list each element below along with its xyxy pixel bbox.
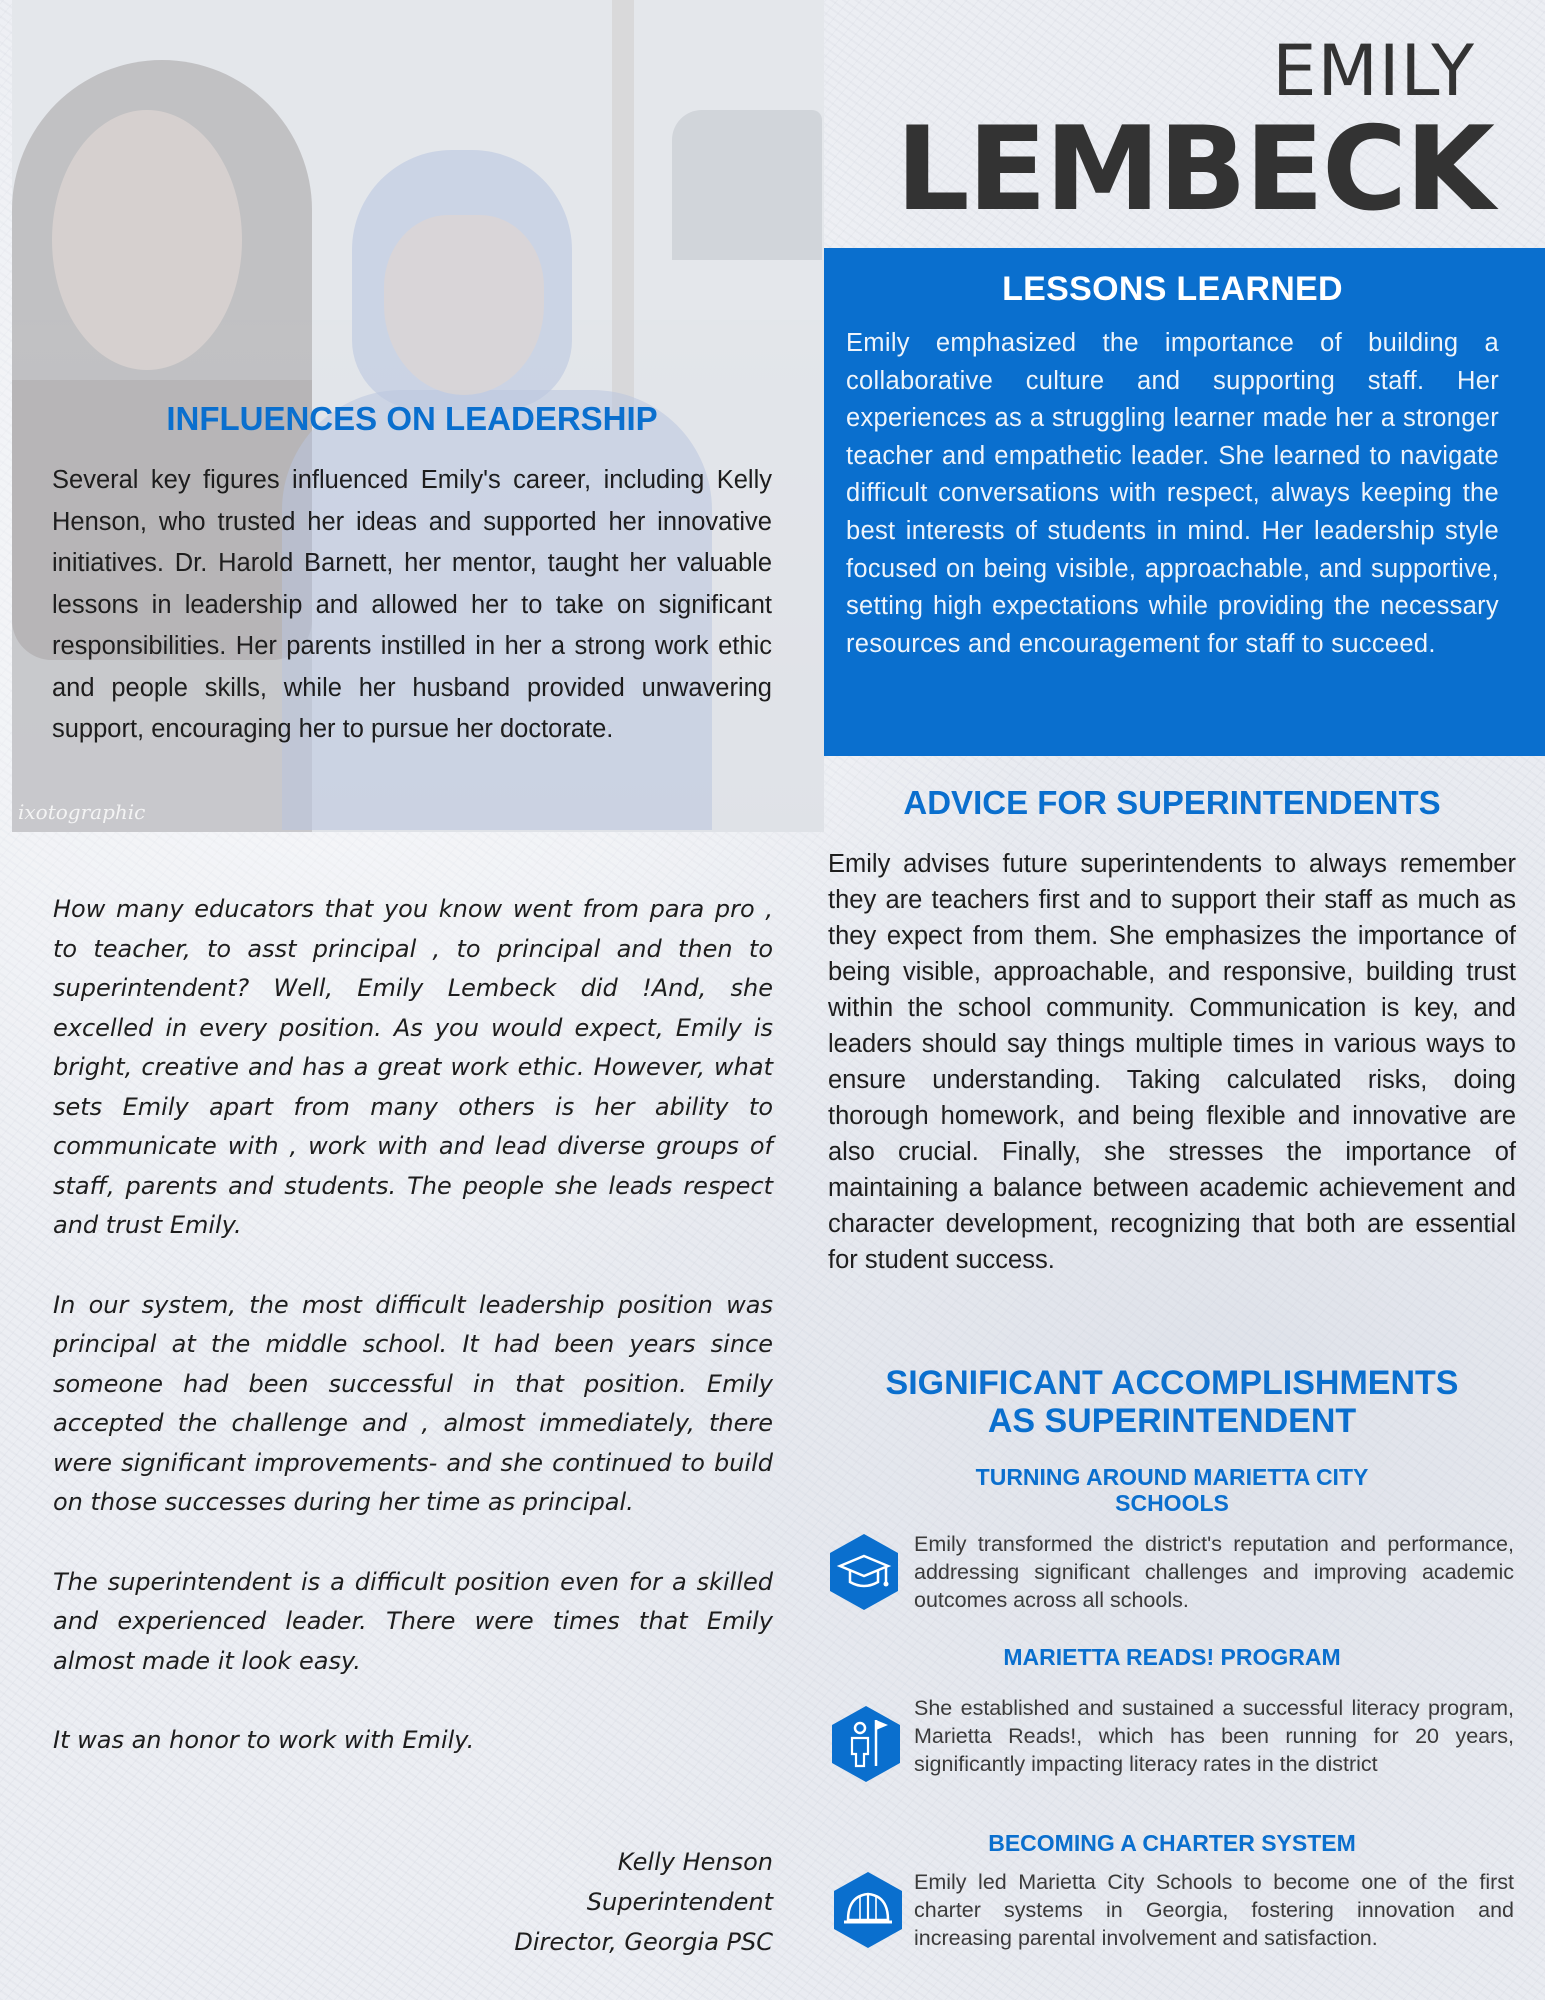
accomplishment-title-line: SCHOOLS — [1115, 1490, 1229, 1516]
advice-title: ADVICE FOR SUPERINTENDENTS — [903, 784, 1441, 821]
accomplishment-title-line: TURNING AROUND MARIETTA CITY — [975, 1464, 1369, 1490]
accomplishment-title-line: MARIETTA READS! PROGRAM — [1003, 1644, 1341, 1670]
last-name: LEMBECK — [895, 102, 1493, 237]
graduation-cap-icon — [828, 1532, 900, 1612]
tribute-section — [53, 890, 773, 1801]
accomplishment-title — [828, 1830, 1516, 1856]
advice-text: Emily advises future superintendents to always remember they are teachers first and to support their staff as much as they expect from them. She emphasizes the importance of being visible, approachable, and responsive, building trust within the school community. Communication is key, and leaders should say things multiple times in various ways to ensure understanding. Taking calculated risks, doing thorough homework, and being flexible and innovative are also crucial. Finally, she stresses the importance of maintaining a balance between academic achievement and character development, recognizing that both are essential for student success. — [828, 850, 1516, 1274]
lessons-learned-box — [824, 248, 1545, 756]
signature-title: Director, Georgia PSC — [514, 1928, 773, 1956]
lessons-learned-title: LESSONS LEARNED — [1002, 270, 1343, 308]
accomplishment-text: Emily transformed the district's reputation and performance, addressing significant challenges and improving academic outcomes across all schools. — [914, 1532, 1514, 1612]
tribute-paragraph: It was an honor to work with Emily. — [53, 1726, 475, 1754]
accomplishment-item — [828, 1644, 1516, 1776]
person-flag-icon — [830, 1704, 902, 1784]
accomplishments-title-line: AS SUPERINTENDENT — [987, 1402, 1357, 1440]
signature-name: Kelly Henson — [617, 1848, 773, 1876]
influences-title: INFLUENCES ON LEADERSHIP — [166, 400, 658, 437]
lessons-learned-text: Emily emphasized the importance of building a collaborative culture and supporting staff. Her experiences as a struggling learner made her a stronger teacher and empathetic leader. She learned to navigate difficult conversations with respect, always keeping the best interests of students in mind. Her leadership style focused on being visible, approachable, and supportive, setting high expectations while providing the necessary resources and encouragement for staff to succeed. — [846, 329, 1499, 658]
tribute-paragraph: In our system, the most difficult leadership position was principal at the middle school. It had been years since someone had been successful in that position. Emily accepted the challenge and , almost immediately, there were significant improvements- and she continued to build on those successes during her time as principal. — [53, 1290, 773, 1516]
influences-section — [52, 400, 772, 751]
accomplishment-title-line: BECOMING A CHARTER SYSTEM — [988, 1830, 1356, 1856]
accomplishment-title — [828, 1644, 1516, 1670]
accomplishment-text: Emily led Marietta City Schools to become one of the first charter systems in Georgia, fostering innovation and increasing parental involvement and satisfaction. — [914, 1870, 1514, 1950]
advice-section — [828, 784, 1516, 1278]
photo-watermark: ixotographic — [18, 800, 146, 824]
hard-hat-icon — [832, 1870, 904, 1950]
influences-text: Several key figures influenced Emily's career, including Kelly Henson, who trusted her ideas and supported her innovative initiatives. Dr. Harold Barnett, her mentor, taught her valuable lessons in leadership and allowed her to take on significant responsibilities. Her parents instilled in her a strong work ethic and people skills, while her husband provided unwavering support, encouraging her to pursue her doctorate. — [52, 466, 772, 743]
tribute-paragraph: The superintendent is a difficult position even for a skilled and experienced leader. There were times that Emily almost made it look easy. — [53, 1567, 773, 1675]
tribute-paragraph: How many educators that you know went from para pro , to teacher, to asst principal , to principal and then to superintendent? Well, Emily Lembeck did !And, she excelled in every position. As you would expect, Emily is bright, creative and has a great work ethic. However, what sets Emily apart from many others is her ability to communicate with , work with and lead diverse groups of staff, parents and students. The people she leads respect and trust Emily. — [53, 895, 773, 1239]
signature-title: Superintendent — [586, 1888, 773, 1916]
accomplishment-item — [828, 1464, 1516, 1612]
accomplishments-section — [828, 1364, 1516, 1950]
first-name: EMILY — [1272, 30, 1475, 112]
accomplishment-text: She established and sustained a successful literacy program, Marietta Reads!, which has been running for 20 years, significantly impacting literacy rates in the district — [914, 1696, 1514, 1776]
accomplishment-item — [828, 1830, 1516, 1950]
accomplishments-title-line: SIGNIFICANT ACCOMPLISHMENTS — [885, 1364, 1459, 1402]
accomplishment-title — [828, 1464, 1516, 1516]
accomplishments-title — [828, 1364, 1516, 1440]
tribute-signature — [514, 1842, 773, 1962]
